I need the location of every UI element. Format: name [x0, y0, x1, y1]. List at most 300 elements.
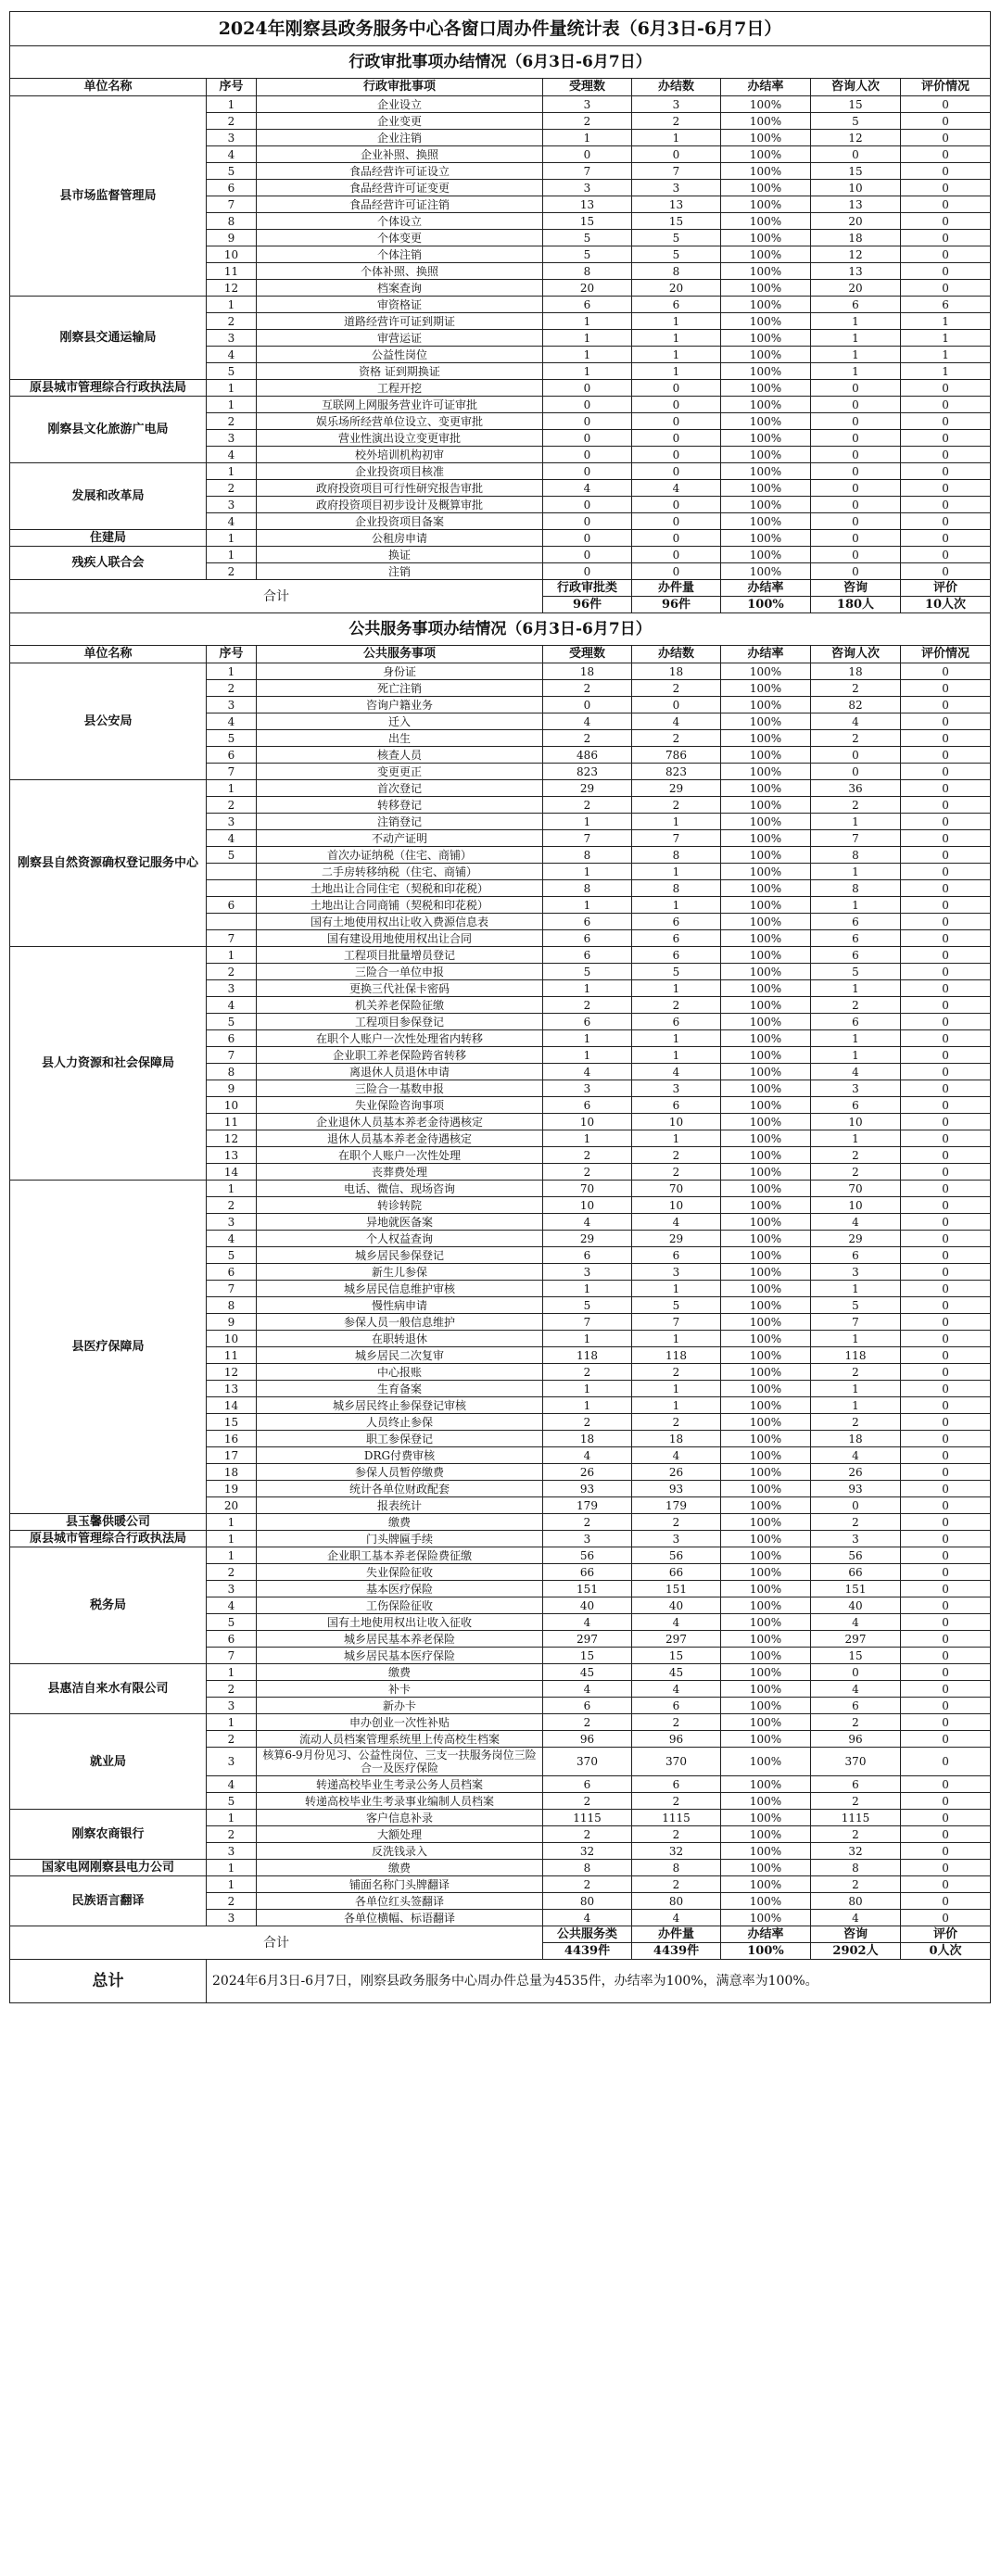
completion-rate-cell: 100% [721, 563, 811, 580]
completion-rate-cell: 100% [721, 1331, 811, 1347]
evaluation-cell: 0 [901, 1447, 991, 1464]
evaluation-cell: 0 [901, 1247, 991, 1264]
evaluation-cell: 0 [901, 1030, 991, 1047]
consult-cell: 3 [811, 1080, 901, 1097]
seq-cell: 2 [207, 1564, 257, 1581]
completed-cell: 3 [632, 96, 721, 113]
consult-cell: 18 [811, 663, 901, 680]
completed-cell: 18 [632, 663, 721, 680]
accepted-cell: 2 [543, 1147, 632, 1164]
seq-cell: 3 [207, 697, 257, 713]
completed-cell: 151 [632, 1581, 721, 1597]
accepted-cell: 26 [543, 1464, 632, 1481]
completed-cell: 6 [632, 947, 721, 964]
accepted-cell: 8 [543, 847, 632, 864]
completed-cell: 2 [632, 1876, 721, 1893]
completion-rate-cell: 100% [721, 1214, 811, 1231]
completion-rate-cell: 100% [721, 1731, 811, 1748]
evaluation-cell: 0 [901, 497, 991, 513]
consult-cell: 2 [811, 1876, 901, 1893]
accepted-cell: 32 [543, 1843, 632, 1860]
evaluation-cell: 0 [901, 530, 991, 547]
consult-cell: 8 [811, 1860, 901, 1876]
item-cell: 缴费 [257, 1860, 543, 1876]
completed-cell: 7 [632, 1314, 721, 1331]
item-cell: 二手房转移纳税（住宅、商铺） [257, 864, 543, 880]
completed-cell: 118 [632, 1347, 721, 1364]
consult-cell: 1 [811, 814, 901, 830]
evaluation-cell: 0 [901, 1281, 991, 1297]
column-header-completed: 办结数 [632, 646, 721, 663]
accepted-cell: 6 [543, 1014, 632, 1030]
consult-cell: 5 [811, 113, 901, 130]
accepted-cell: 3 [543, 1080, 632, 1097]
completed-cell: 2 [632, 113, 721, 130]
completion-rate-cell: 100% [721, 980, 811, 997]
consult-cell: 297 [811, 1631, 901, 1648]
evaluation-cell: 0 [901, 1114, 991, 1130]
seq-cell: 5 [207, 730, 257, 747]
item-cell: 城乡居民信息维护审核 [257, 1281, 543, 1297]
completed-cell: 2 [632, 1414, 721, 1431]
completion-rate-cell: 100% [721, 1381, 811, 1397]
item-cell: 道路经营许可证到期证 [257, 313, 543, 330]
unit-name-cell: 县玉馨供暖公司 [10, 1514, 207, 1531]
accepted-cell: 0 [543, 146, 632, 163]
completed-cell: 2 [632, 1793, 721, 1810]
seq-cell: 1 [207, 1531, 257, 1547]
evaluation-cell: 0 [901, 1130, 991, 1147]
consult-cell: 2 [811, 1714, 901, 1731]
completion-rate-cell: 100% [721, 964, 811, 980]
seq-cell: 2 [207, 1681, 257, 1698]
item-cell: 政府投资项目可行性研究报告审批 [257, 480, 543, 497]
consult-cell: 7 [811, 830, 901, 847]
table-row [10, 780, 991, 797]
completed-cell: 6 [632, 1014, 721, 1030]
completed-cell: 7 [632, 830, 721, 847]
item-cell: 个人权益查询 [257, 1231, 543, 1247]
evaluation-cell: 0 [901, 1776, 991, 1793]
item-cell: 注销 [257, 563, 543, 580]
completed-cell: 297 [632, 1631, 721, 1648]
consult-cell: 1 [811, 864, 901, 880]
seq-cell: 3 [207, 814, 257, 830]
evaluation-cell: 0 [901, 447, 991, 463]
accepted-cell: 7 [543, 830, 632, 847]
evaluation-cell: 0 [901, 830, 991, 847]
item-cell: 门头牌匾手续 [257, 1531, 543, 1547]
item-cell: 国有土地使用权出让收入征收 [257, 1614, 543, 1631]
consult-cell: 26 [811, 1464, 901, 1481]
item-cell: 三险合一单位申报 [257, 964, 543, 980]
evaluation-cell: 0 [901, 1910, 991, 1926]
evaluation-cell: 0 [901, 1631, 991, 1648]
seq-cell: 1 [207, 1664, 257, 1681]
evaluation-cell: 0 [901, 1826, 991, 1843]
seq-cell: 9 [207, 230, 257, 246]
accepted-cell: 823 [543, 764, 632, 780]
consult-cell: 1 [811, 330, 901, 347]
item-cell: 城乡居民参保登记 [257, 1247, 543, 1264]
consult-cell: 10 [811, 180, 901, 196]
item-cell: 补卡 [257, 1681, 543, 1698]
evaluation-cell: 0 [901, 1614, 991, 1631]
accepted-cell: 2 [543, 1876, 632, 1893]
accepted-cell: 15 [543, 1648, 632, 1664]
item-cell: 失业保险征收 [257, 1564, 543, 1581]
consult-cell: 2 [811, 797, 901, 814]
item-cell: DRG付费审核 [257, 1447, 543, 1464]
item-cell: 企业注销 [257, 130, 543, 146]
item-cell: 工程项目批量增员登记 [257, 947, 543, 964]
evaluation-cell: 0 [901, 246, 991, 263]
item-cell: 迁入 [257, 713, 543, 730]
unit-name-cell: 刚察县自然资源确权登记服务中心 [10, 780, 207, 947]
completed-cell: 0 [632, 697, 721, 713]
consult-cell: 6 [811, 947, 901, 964]
completion-rate-cell: 100% [721, 447, 811, 463]
completed-cell: 4 [632, 1681, 721, 1698]
table-row [10, 1664, 991, 1681]
item-cell: 在职个人账户一次性处理省内转移 [257, 1030, 543, 1047]
item-cell: 申办创业一次性补贴 [257, 1714, 543, 1731]
evaluation-cell: 0 [901, 130, 991, 146]
consult-cell: 6 [811, 930, 901, 947]
consult-cell: 1 [811, 1381, 901, 1397]
accepted-cell: 0 [543, 697, 632, 713]
completion-rate-cell: 100% [721, 697, 811, 713]
item-cell: 丧葬费处理 [257, 1164, 543, 1181]
accepted-cell: 1 [543, 1397, 632, 1414]
unit-name-cell: 县医疗保障局 [10, 1181, 207, 1514]
item-cell: 大额处理 [257, 1826, 543, 1843]
completed-cell: 3 [632, 1080, 721, 1097]
accepted-cell: 6 [543, 930, 632, 947]
seq-cell: 1 [207, 96, 257, 113]
seq-cell: 11 [207, 1347, 257, 1364]
seq-cell [207, 880, 257, 897]
consult-cell: 5 [811, 1297, 901, 1314]
seq-cell: 7 [207, 1047, 257, 1064]
consult-cell: 40 [811, 1597, 901, 1614]
seq-cell: 1 [207, 380, 257, 397]
completed-cell: 56 [632, 1547, 721, 1564]
evaluation-cell: 0 [901, 980, 991, 997]
consult-cell: 6 [811, 1014, 901, 1030]
completion-rate-cell: 100% [721, 1297, 811, 1314]
accepted-cell: 29 [543, 1231, 632, 1247]
seq-cell: 3 [207, 330, 257, 347]
accepted-cell: 18 [543, 663, 632, 680]
section-title-row [10, 46, 991, 79]
completed-cell: 1 [632, 330, 721, 347]
column-header-evaluation: 评价情况 [901, 79, 991, 96]
evaluation-cell: 0 [901, 897, 991, 914]
completion-rate-cell: 100% [721, 814, 811, 830]
completed-cell: 3 [632, 1264, 721, 1281]
evaluation-cell: 0 [901, 1481, 991, 1497]
accepted-cell: 18 [543, 1431, 632, 1447]
accepted-cell: 3 [543, 180, 632, 196]
consult-cell: 0 [811, 430, 901, 447]
completed-cell: 2 [632, 797, 721, 814]
consult-cell: 0 [811, 513, 901, 530]
seq-cell: 18 [207, 1464, 257, 1481]
accepted-cell: 6 [543, 914, 632, 930]
unit-name-cell: 刚察县交通运输局 [10, 297, 207, 380]
item-cell: 企业退休人员基本养老金待遇核定 [257, 1114, 543, 1130]
evaluation-cell: 0 [901, 1648, 991, 1664]
seq-cell: 6 [207, 180, 257, 196]
evaluation-cell: 0 [901, 1414, 991, 1431]
consult-cell: 1 [811, 897, 901, 914]
seq-cell: 1 [207, 463, 257, 480]
completion-rate-cell: 100% [721, 1631, 811, 1648]
completed-cell: 1 [632, 1331, 721, 1347]
completion-rate-cell: 100% [721, 730, 811, 747]
seq-cell: 1 [207, 1547, 257, 1564]
completion-rate-cell: 100% [721, 213, 811, 230]
accepted-cell: 2 [543, 797, 632, 814]
accepted-cell: 70 [543, 1181, 632, 1197]
completion-rate-cell: 100% [721, 513, 811, 530]
total-header-cell: 办结率 [721, 580, 811, 597]
consult-cell: 0 [811, 764, 901, 780]
table-row [10, 463, 991, 480]
accepted-cell: 151 [543, 1581, 632, 1597]
consult-cell: 70 [811, 1181, 901, 1197]
item-cell: 校外培训机构初审 [257, 447, 543, 463]
completed-cell: 4 [632, 1614, 721, 1631]
completed-cell: 2 [632, 680, 721, 697]
item-cell: 各单位红头签翻译 [257, 1893, 543, 1910]
evaluation-cell: 1 [901, 330, 991, 347]
evaluation-cell: 0 [901, 1214, 991, 1231]
accepted-cell: 1 [543, 313, 632, 330]
accepted-cell: 45 [543, 1664, 632, 1681]
consult-cell: 1115 [811, 1810, 901, 1826]
consult-cell: 1 [811, 1130, 901, 1147]
total-value-cell: 96件 [543, 597, 632, 613]
table-row [10, 1714, 991, 1731]
accepted-cell: 0 [543, 563, 632, 580]
item-cell: 国有建设用地使用权出让合同 [257, 930, 543, 947]
column-header-completion-rate: 办结率 [721, 79, 811, 96]
evaluation-cell: 0 [901, 1397, 991, 1414]
completed-cell: 13 [632, 196, 721, 213]
seq-cell: 4 [207, 830, 257, 847]
column-header-item: 行政审批事项 [257, 79, 543, 96]
accepted-cell: 80 [543, 1893, 632, 1910]
consult-cell: 4 [811, 1214, 901, 1231]
item-cell: 离退休人员退休申请 [257, 1064, 543, 1080]
summary-label: 总计 [10, 1960, 207, 2003]
accepted-cell: 1 [543, 814, 632, 830]
evaluation-cell: 0 [901, 1860, 991, 1876]
evaluation-cell: 1 [901, 363, 991, 380]
item-cell: 转递高校毕业生考录事业编制人员档案 [257, 1793, 543, 1810]
evaluation-cell: 0 [901, 397, 991, 413]
accepted-cell: 13 [543, 196, 632, 213]
completion-rate-cell: 100% [721, 1810, 811, 1826]
item-cell: 出生 [257, 730, 543, 747]
consult-cell: 4 [811, 1064, 901, 1080]
consult-cell: 0 [811, 397, 901, 413]
seq-cell: 19 [207, 1481, 257, 1497]
completion-rate-cell: 100% [721, 663, 811, 680]
consult-cell: 2 [811, 1514, 901, 1531]
completion-rate-cell: 100% [721, 1164, 811, 1181]
completed-cell: 1 [632, 347, 721, 363]
completed-cell: 6 [632, 914, 721, 930]
total-value-cell: 2902人 [811, 1943, 901, 1960]
completed-cell: 8 [632, 263, 721, 280]
item-cell: 新生儿参保 [257, 1264, 543, 1281]
completed-cell: 179 [632, 1497, 721, 1514]
seq-cell: 6 [207, 1030, 257, 1047]
evaluation-cell: 0 [901, 263, 991, 280]
unit-name-cell: 民族语言翻译 [10, 1876, 207, 1926]
completed-cell: 4 [632, 1214, 721, 1231]
evaluation-cell: 0 [901, 1381, 991, 1397]
completed-cell: 786 [632, 747, 721, 764]
accepted-cell: 96 [543, 1731, 632, 1748]
completion-rate-cell: 100% [721, 1030, 811, 1047]
accepted-cell: 2 [543, 1414, 632, 1431]
evaluation-cell: 0 [901, 480, 991, 497]
completed-cell: 1115 [632, 1810, 721, 1826]
seq-cell: 2 [207, 413, 257, 430]
consult-cell: 15 [811, 1648, 901, 1664]
seq-cell: 1 [207, 1876, 257, 1893]
completed-cell: 2 [632, 730, 721, 747]
item-cell: 国有土地使用权出让收入费源信息表 [257, 914, 543, 930]
completed-cell: 2 [632, 1364, 721, 1381]
completion-rate-cell: 100% [721, 847, 811, 864]
completion-rate-cell: 100% [721, 1097, 811, 1114]
total-label: 合计 [10, 580, 543, 613]
total-header-cell: 办结率 [721, 1926, 811, 1943]
accepted-cell: 0 [543, 447, 632, 463]
consult-cell: 2 [811, 1826, 901, 1843]
completed-cell: 10 [632, 1197, 721, 1214]
evaluation-cell: 0 [901, 1314, 991, 1331]
column-header-completed: 办结数 [632, 79, 721, 96]
evaluation-cell: 0 [901, 380, 991, 397]
evaluation-cell: 0 [901, 563, 991, 580]
item-cell: 机关养老保险征缴 [257, 997, 543, 1014]
item-cell: 缴费 [257, 1664, 543, 1681]
seq-cell: 3 [207, 130, 257, 146]
accepted-cell: 2 [543, 1714, 632, 1731]
completed-cell: 2 [632, 1826, 721, 1843]
item-cell: 换证 [257, 547, 543, 563]
seq-cell: 4 [207, 1231, 257, 1247]
evaluation-cell: 0 [901, 1080, 991, 1097]
item-cell: 工伤保险征收 [257, 1597, 543, 1614]
completion-rate-cell: 100% [721, 1347, 811, 1364]
total-header-cell: 办件量 [632, 1926, 721, 1943]
completed-cell: 18 [632, 1431, 721, 1447]
evaluation-cell: 0 [901, 663, 991, 680]
item-cell: 客户信息补录 [257, 1810, 543, 1826]
item-cell: 基本医疗保险 [257, 1581, 543, 1597]
total-header-row [10, 1926, 991, 1943]
table-row [10, 1876, 991, 1893]
column-header-accepted: 受理数 [543, 646, 632, 663]
evaluation-cell: 0 [901, 964, 991, 980]
evaluation-cell: 0 [901, 680, 991, 697]
completed-cell: 4 [632, 1064, 721, 1080]
evaluation-cell: 0 [901, 947, 991, 964]
completion-rate-cell: 100% [721, 1447, 811, 1464]
completion-rate-cell: 100% [721, 1364, 811, 1381]
completed-cell: 29 [632, 780, 721, 797]
completion-rate-cell: 100% [721, 330, 811, 347]
completion-rate-cell: 100% [721, 1014, 811, 1030]
unit-name-cell: 原县城市管理综合行政执法局 [10, 380, 207, 397]
seq-cell: 9 [207, 1314, 257, 1331]
completion-rate-cell: 100% [721, 363, 811, 380]
accepted-cell: 6 [543, 947, 632, 964]
seq-cell: 9 [207, 1080, 257, 1097]
accepted-cell: 0 [543, 463, 632, 480]
completed-cell: 4 [632, 1447, 721, 1464]
completion-rate-cell: 100% [721, 430, 811, 447]
item-cell: 首次办证纳税（住宅、商铺） [257, 847, 543, 864]
item-cell: 档案查询 [257, 280, 543, 297]
item-cell: 企业投资项目核准 [257, 463, 543, 480]
completion-rate-cell: 100% [721, 1614, 811, 1631]
item-cell: 职工参保登记 [257, 1431, 543, 1447]
consult-cell: 0 [811, 547, 901, 563]
seq-cell: 5 [207, 1014, 257, 1030]
item-cell: 审营运证 [257, 330, 543, 347]
item-cell: 统计各单位财政配套 [257, 1481, 543, 1497]
seq-cell: 10 [207, 1097, 257, 1114]
seq-cell: 10 [207, 246, 257, 263]
completion-rate-cell: 100% [721, 880, 811, 897]
completed-cell: 6 [632, 930, 721, 947]
completed-cell: 0 [632, 430, 721, 447]
completion-rate-cell: 100% [721, 1893, 811, 1910]
table-row [10, 1531, 991, 1547]
item-cell: 更换三代社保卡密码 [257, 980, 543, 997]
completion-rate-cell: 100% [721, 1597, 811, 1614]
evaluation-cell: 0 [901, 547, 991, 563]
completion-rate-cell: 100% [721, 764, 811, 780]
item-cell: 退休人员基本养老金待遇核定 [257, 1130, 543, 1147]
item-cell: 参保人员一般信息维护 [257, 1314, 543, 1331]
accepted-cell: 179 [543, 1497, 632, 1514]
completion-rate-cell: 100% [721, 163, 811, 180]
table-row [10, 96, 991, 113]
completion-rate-cell: 100% [721, 1231, 811, 1247]
column-header-seq: 序号 [207, 79, 257, 96]
total-value-cell: 180人 [811, 597, 901, 613]
seq-cell: 1 [207, 1860, 257, 1876]
completed-cell: 26 [632, 1464, 721, 1481]
item-cell: 反洗钱录入 [257, 1843, 543, 1860]
seq-cell: 2 [207, 563, 257, 580]
item-cell: 企业设立 [257, 96, 543, 113]
completion-rate-cell: 100% [721, 397, 811, 413]
completed-cell: 5 [632, 964, 721, 980]
consult-cell: 2 [811, 1147, 901, 1164]
accepted-cell: 4 [543, 713, 632, 730]
completion-rate-cell: 100% [721, 96, 811, 113]
